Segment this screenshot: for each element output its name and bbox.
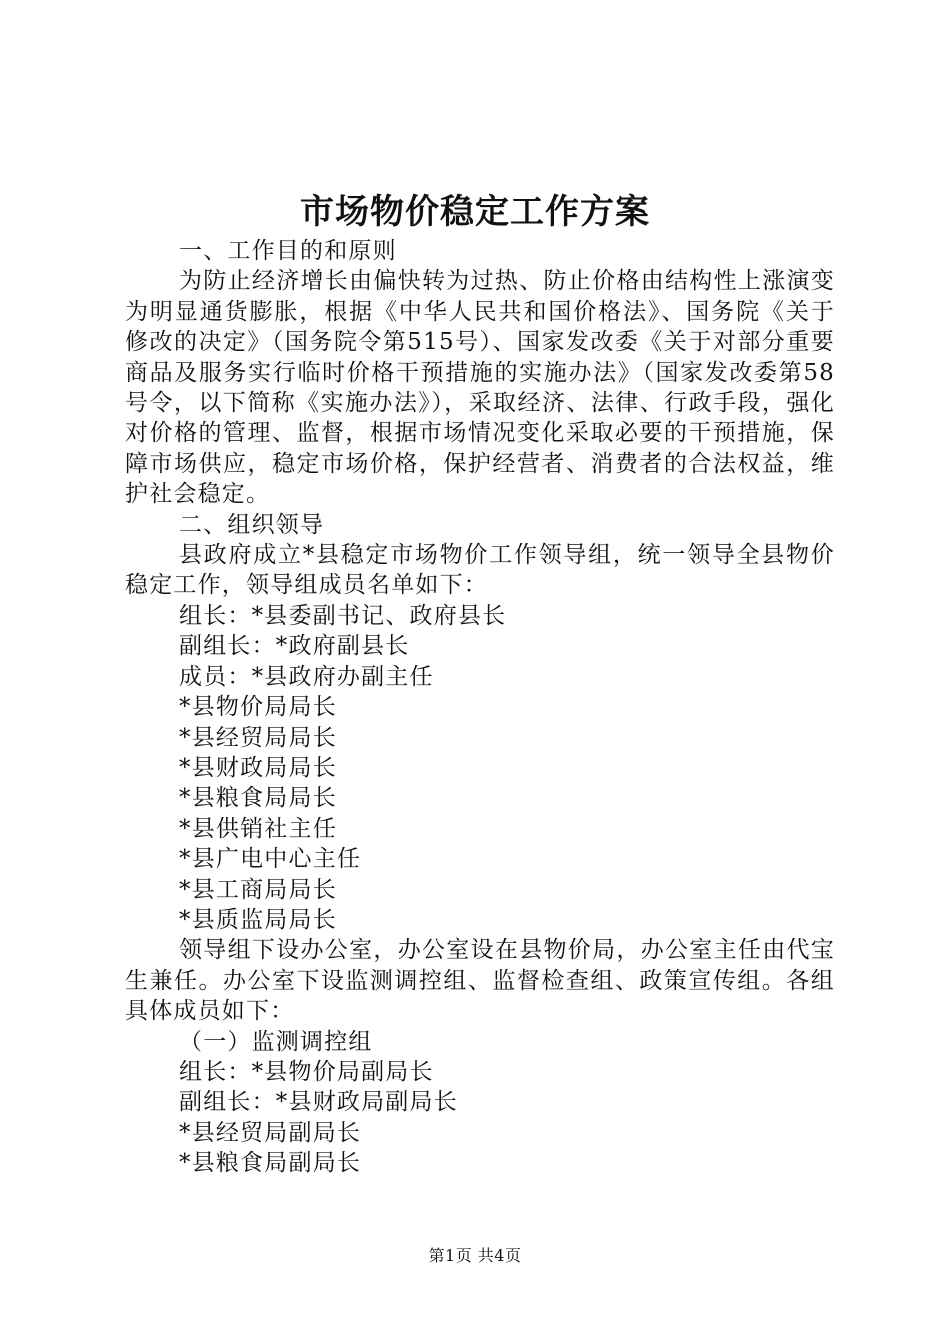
list-item: *县财政局局长: [179, 754, 337, 781]
list-item: 组长：*县委副书记、政府县长: [179, 602, 507, 629]
list-item: *县广电中心主任: [179, 846, 362, 873]
list-item: *县供销社主任: [179, 815, 337, 842]
page-footer: 第1页 共4页: [428, 1246, 522, 1265]
list-item: *县粮食局副局长: [179, 1150, 362, 1177]
list-item: *县物价局局长: [179, 694, 337, 721]
subsection-heading: （一）监测调控组: [179, 1028, 373, 1055]
list-item: *县经贸局副局长: [179, 1119, 362, 1146]
list-item: 副组长：*政府副县长: [179, 633, 410, 660]
list-item: *县工商局局长: [179, 876, 337, 903]
list-item: *县粮食局局长: [179, 785, 337, 812]
document-body: [125, 236, 835, 1179]
list-item: 组长：*县物价局副局长: [179, 1058, 434, 1085]
list-item: *县经贸局局长: [179, 724, 337, 751]
list-item: *县质监局局长: [179, 906, 337, 933]
paragraph: 为防止经济增长由偏快转为过热、防止价格由结构性上涨演变为明显通货膨胀，根据《中华人民共和国价格法》、国务院《关于修改的决定》（国务院令第515号）、国家发改委《关于对部分重要商品及服务实行临时价格干预措施的实施办法》（国家发改委第58号令，以下简称《实施办法》），采取经济、法律、行政手段，强化对价格的管理、监督，根据市场情况变化采取必要的干预措施，保障市场供应，稳定市场价格，保护经营者、消费者的合法权益，维护社会稳定。: [125, 268, 835, 508]
section-heading: 一、工作目的和原则: [179, 238, 397, 264]
document-title: 市场物价稳定工作方案: [300, 192, 650, 232]
list-item: 副组长：*县财政局副局长: [179, 1089, 458, 1116]
paragraph: 县政府成立*县稳定市场物价工作领导组，统一领导全县物价稳定工作，领导组成员名单如下：: [125, 542, 835, 599]
paragraph: 领导组下设办公室，办公室设在县物价局，办公室主任由代宝生兼任。办公室下设监测调控组、监督检查组、政策宣传组。各组具体成员如下：: [125, 937, 835, 1025]
section-heading: 二、组织领导: [179, 511, 325, 538]
list-item: 成员：*县政府办副主任: [179, 663, 434, 690]
